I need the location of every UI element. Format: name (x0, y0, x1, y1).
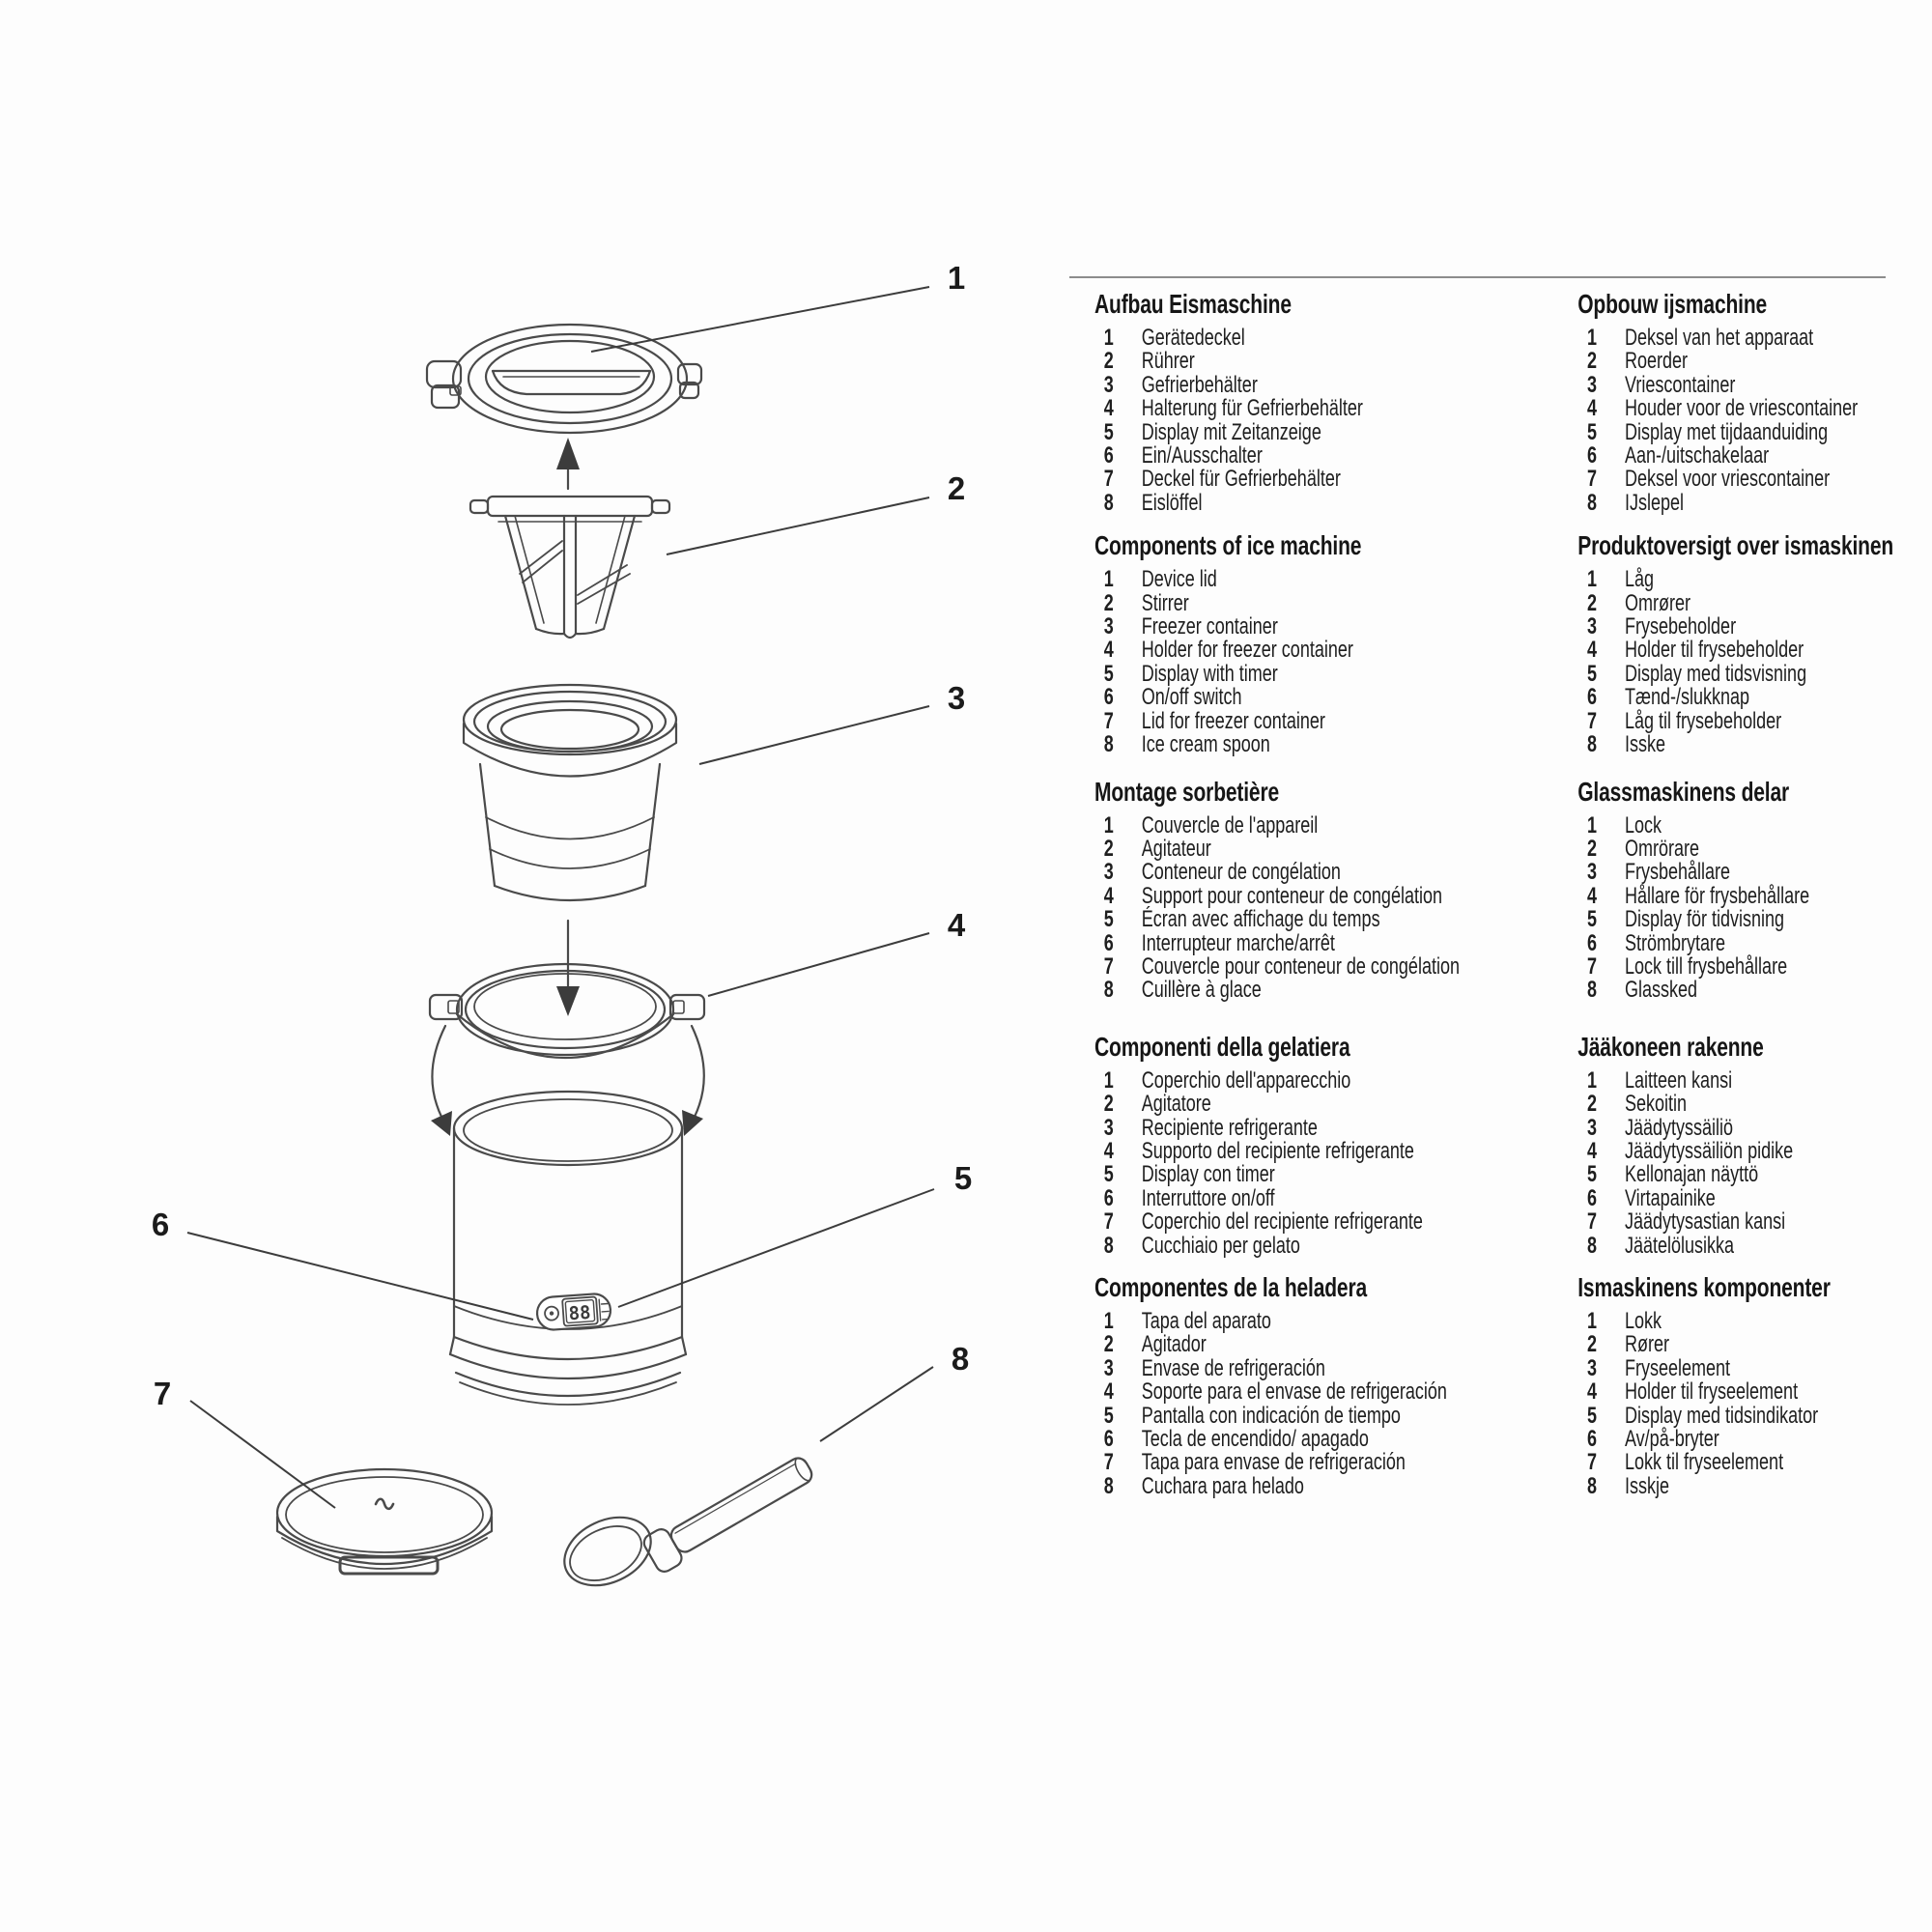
part-label: Coperchio dell'apparecchio (1141, 1066, 1351, 1094)
parts-section-es (1094, 1271, 1577, 1498)
part-label: Display mit Zeitanzeige (1141, 418, 1321, 445)
part-label: Cuillère à glace (1141, 977, 1262, 1004)
part-item (1094, 929, 1577, 956)
timer-display-drawing (536, 1293, 611, 1330)
part-number: 1 (1587, 1308, 1598, 1334)
part-label: Display med tidsindikator (1625, 1402, 1819, 1429)
lid-logo-mark (376, 1499, 393, 1509)
part-label: Jäädytyssäiliön pidike (1625, 1137, 1794, 1164)
part-number: 6 (1587, 1426, 1598, 1453)
part-label: Jäätelölusikka (1625, 1232, 1735, 1259)
part-number: 2 (1103, 589, 1114, 616)
part-item (1094, 1428, 1577, 1451)
part-item (1577, 489, 1913, 516)
part-item (1577, 350, 1913, 373)
part-number: 5 (1103, 1402, 1114, 1429)
part-label: Stirrer (1141, 589, 1189, 616)
part-item (1577, 444, 1913, 468)
part-label: Jäädytyssäiliö (1625, 1114, 1734, 1141)
parts-lists (1094, 288, 1914, 1498)
header-rule (1069, 276, 1886, 278)
part-item (1577, 861, 1913, 884)
part-label: Agitatore (1141, 1091, 1211, 1118)
part-label: Glassked (1625, 977, 1698, 1004)
part-label: Agitador (1141, 1331, 1207, 1358)
part-number: 3 (1587, 1114, 1598, 1141)
part-number: 6 (1103, 442, 1114, 469)
part-item (1094, 882, 1577, 909)
part-label: Låg til frysebeholder (1625, 707, 1782, 734)
part-number: 7 (1587, 466, 1598, 493)
part-label: Jäädytysastian kansi (1625, 1208, 1786, 1236)
part-item (1094, 861, 1577, 884)
part-label: Freezer container (1141, 613, 1278, 640)
diagram-number-8: 8 (951, 1341, 970, 1377)
part-item (1577, 1210, 1913, 1234)
part-label: Frysbehållare (1625, 859, 1731, 886)
part-item (1094, 979, 1577, 1002)
part-item (1577, 707, 1913, 734)
parts-section-sv (1577, 776, 1913, 1003)
part-label: IJslepel (1625, 489, 1685, 516)
part-item (1094, 1232, 1577, 1259)
part-item (1094, 1472, 1577, 1499)
part-number: 7 (1103, 1208, 1114, 1236)
parts-section-fi (1577, 1031, 1913, 1258)
part-label: Deksel van het apparaat (1625, 325, 1814, 351)
part-number: 7 (1587, 952, 1598, 980)
section-title: Componenti della gelatiera (1094, 1031, 1350, 1062)
part-label: Holder for freezer container (1141, 637, 1353, 664)
part-number: 6 (1587, 1184, 1598, 1211)
part-item (1577, 468, 1913, 491)
part-item (1577, 660, 1913, 687)
part-number: 2 (1587, 1331, 1598, 1358)
part-item (1094, 1163, 1577, 1186)
part-label: Av/på-bryter (1625, 1426, 1719, 1453)
part-number: 2 (1103, 1331, 1114, 1358)
part-item (1577, 1333, 1913, 1356)
part-item (1094, 397, 1577, 420)
part-label: Lokk (1625, 1308, 1662, 1334)
part-label: Interrupteur marche/arrêt (1141, 929, 1335, 956)
machine-body-drawing (450, 1092, 686, 1405)
part-item (1577, 568, 1913, 591)
part-item (1577, 1232, 1913, 1259)
assembly-arrow-down-icon (556, 921, 580, 1016)
part-label: Couvercle pour conteneur de congélation (1141, 952, 1460, 980)
part-label: Recipiente refrigerante (1141, 1114, 1318, 1141)
part-number: 6 (1103, 1184, 1114, 1211)
part-label: Omrörare (1625, 835, 1700, 862)
part-label: Soporte para el envase de refrigeración (1141, 1378, 1447, 1406)
stirrer-drawing (470, 497, 669, 638)
part-number: 8 (1103, 1472, 1114, 1499)
part-number: 5 (1587, 1161, 1598, 1188)
part-label: Fryseelement (1625, 1354, 1731, 1381)
part-item (1577, 1184, 1913, 1211)
diagram-number-3: 3 (947, 680, 966, 716)
part-label: Pantalla con indicación de tiempo (1141, 1402, 1401, 1429)
part-label: Display con timer (1141, 1161, 1275, 1188)
part-item (1094, 1184, 1577, 1211)
part-item (1577, 397, 1913, 420)
part-number: 8 (1103, 977, 1114, 1004)
parts-section-fr (1094, 776, 1577, 1003)
part-item (1577, 639, 1913, 662)
part-label: Houder voor de vriescontainer (1625, 395, 1859, 422)
part-number: 4 (1587, 637, 1598, 664)
part-number: 7 (1103, 952, 1114, 980)
part-label: Lock till frysbehållare (1625, 952, 1788, 980)
part-number: 3 (1587, 613, 1598, 640)
part-item (1094, 444, 1577, 468)
part-number: 4 (1587, 882, 1598, 909)
part-label: Tecla de encendido/ apagado (1141, 1426, 1369, 1453)
part-number: 5 (1587, 660, 1598, 687)
part-number: 4 (1587, 1378, 1598, 1406)
part-label: Lock (1625, 811, 1662, 838)
part-label: Display with timer (1141, 660, 1278, 687)
assembly-arrow-curved-right-icon (682, 1026, 704, 1136)
part-item (1577, 327, 1913, 350)
part-item (1577, 1066, 1913, 1094)
part-number: 6 (1103, 684, 1114, 711)
part-item (1577, 979, 1913, 1002)
device-lid-drawing (427, 325, 701, 433)
part-label: Interruttore on/off (1141, 1184, 1275, 1211)
part-number: 8 (1587, 977, 1598, 1004)
part-label: Cuchara para helado (1141, 1472, 1304, 1499)
part-item (1577, 1137, 1913, 1164)
part-item (1577, 733, 1913, 756)
part-item (1577, 371, 1913, 398)
part-label: Rører (1625, 1331, 1669, 1358)
part-number: 1 (1587, 325, 1598, 351)
section-title: Glassmaskinens delar (1577, 776, 1790, 807)
part-number: 6 (1103, 929, 1114, 956)
part-number: 5 (1103, 418, 1114, 445)
part-number: 7 (1103, 707, 1114, 734)
part-item (1094, 1137, 1577, 1164)
part-label: Strömbrytare (1625, 929, 1726, 956)
part-label: Coperchio del recipiente refrigerante (1141, 1208, 1423, 1236)
part-item (1577, 1380, 1913, 1404)
parts-section-de (1094, 288, 1577, 515)
part-label: Frysebeholder (1625, 613, 1737, 640)
part-item (1577, 1472, 1913, 1499)
part-number: 5 (1103, 1161, 1114, 1188)
part-label: On/off switch (1141, 684, 1242, 711)
part-number: 6 (1587, 929, 1598, 956)
part-item (1577, 615, 1913, 639)
part-number: 8 (1587, 1472, 1598, 1499)
parts-section-da (1577, 529, 1913, 756)
part-item (1577, 589, 1913, 616)
part-label: Roerder (1625, 348, 1689, 375)
part-label: Holder til frysebeholder (1625, 637, 1804, 664)
parts-section-it (1094, 1031, 1577, 1258)
part-number: 3 (1103, 613, 1114, 640)
assembly-arrow-up-icon (556, 438, 580, 489)
part-item (1094, 1451, 1577, 1474)
part-label: Lokk til fryseelement (1625, 1449, 1784, 1476)
section-title: Componentes de la heladera (1094, 1272, 1368, 1302)
part-label: Device lid (1141, 566, 1217, 593)
part-number: 6 (1587, 442, 1598, 469)
part-item (1094, 1380, 1577, 1404)
assembly-arrow-curved-left-icon (431, 1026, 452, 1136)
parts-section-en (1094, 529, 1577, 756)
part-label: Supporto del recipiente refrigerante (1141, 1137, 1414, 1164)
diagram-number-1: 1 (947, 260, 966, 296)
section-title: Montage sorbetière (1094, 776, 1280, 807)
part-item (1577, 1402, 1913, 1429)
part-item (1094, 707, 1577, 734)
part-number: 1 (1587, 811, 1598, 838)
part-item (1094, 733, 1577, 756)
part-number: 4 (1103, 1137, 1114, 1164)
part-number: 7 (1587, 707, 1598, 734)
part-item (1094, 1093, 1577, 1116)
part-label: Aan-/uitschakelaar (1625, 442, 1770, 469)
part-number: 7 (1587, 1449, 1598, 1476)
part-item (1094, 350, 1577, 373)
part-label: Deckel für Gefrierbehälter (1141, 466, 1341, 493)
part-item (1094, 1114, 1577, 1141)
part-number: 6 (1103, 1426, 1114, 1453)
section-title: Ismaskinens komponenter (1577, 1272, 1831, 1302)
part-label: Eislöffel (1141, 489, 1203, 516)
part-number: 5 (1587, 906, 1598, 933)
diagram-number-7: 7 (153, 1376, 172, 1411)
part-item (1094, 489, 1577, 516)
part-number: 8 (1587, 489, 1598, 516)
part-number: 8 (1103, 489, 1114, 516)
part-number: 3 (1587, 859, 1598, 886)
part-label: Display för tidvisning (1625, 906, 1785, 933)
part-number: 2 (1587, 1091, 1598, 1118)
part-label: Envase de refrigeración (1141, 1354, 1325, 1381)
part-number: 3 (1587, 1354, 1598, 1381)
part-label: Display met tijdaanduiding (1625, 418, 1829, 445)
parts-section-nl (1577, 288, 1913, 515)
part-label: Lid for freezer container (1141, 707, 1325, 734)
part-label: Holder til fryseelement (1625, 1378, 1799, 1406)
section-title: Jääkoneen rakenne (1577, 1031, 1764, 1062)
part-label: Support pour conteneur de congélation (1141, 882, 1442, 909)
part-number: 3 (1103, 371, 1114, 398)
diagram-number-5: 5 (953, 1160, 973, 1196)
part-number: 6 (1587, 684, 1598, 711)
part-item (1577, 882, 1913, 909)
part-item (1094, 327, 1577, 350)
part-number: 1 (1103, 1308, 1114, 1334)
part-label: Tapa del aparato (1141, 1308, 1271, 1334)
part-item (1094, 686, 1577, 709)
part-item (1094, 1210, 1577, 1234)
part-item (1094, 952, 1577, 980)
part-item (1094, 418, 1577, 445)
part-item (1577, 1093, 1913, 1116)
diagram-number-4: 4 (947, 907, 966, 943)
part-number: 5 (1103, 906, 1114, 933)
part-number: 4 (1103, 882, 1114, 909)
part-number: 2 (1587, 348, 1598, 375)
part-label: Conteneur de congélation (1141, 859, 1341, 886)
part-item (1577, 1354, 1913, 1381)
part-number: 8 (1587, 1232, 1598, 1259)
part-number: 1 (1587, 1066, 1598, 1094)
part-item (1577, 929, 1913, 956)
part-number: 3 (1103, 859, 1114, 886)
part-number: 8 (1103, 1232, 1114, 1259)
part-label: Laitteen kansi (1625, 1066, 1733, 1094)
part-item (1094, 1066, 1577, 1094)
part-label: Deksel voor vriescontainer (1625, 466, 1831, 493)
part-label: Rührer (1141, 348, 1195, 375)
part-item (1577, 1451, 1913, 1474)
section-title: Components of ice machine (1094, 530, 1362, 561)
display-digits: 88 (567, 1301, 592, 1325)
part-number: 2 (1103, 348, 1114, 375)
part-label: Isskje (1625, 1472, 1670, 1499)
part-label: Låg (1625, 566, 1655, 593)
part-number: 3 (1587, 371, 1598, 398)
part-number: 8 (1587, 731, 1598, 758)
part-item (1094, 811, 1577, 838)
part-item (1094, 639, 1577, 662)
part-item (1577, 1114, 1913, 1141)
part-number: 1 (1103, 566, 1114, 593)
freezer-container-drawing (464, 685, 676, 900)
part-label: Kellonajan näyttö (1625, 1161, 1759, 1188)
part-item (1094, 908, 1577, 931)
part-item (1577, 835, 1913, 862)
part-number: 4 (1103, 637, 1114, 664)
parts-section-no (1577, 1271, 1913, 1498)
part-label: Halterung für Gefrierbehälter (1141, 395, 1363, 422)
part-item (1094, 371, 1577, 398)
part-label: Écran avec affichage du temps (1141, 906, 1380, 933)
part-label: Sekoitin (1625, 1091, 1688, 1118)
part-item (1094, 1310, 1577, 1333)
diagram-number-2: 2 (947, 470, 966, 506)
part-item (1094, 1402, 1577, 1429)
part-item (1094, 835, 1577, 862)
part-number: 8 (1103, 731, 1114, 758)
part-number: 5 (1587, 418, 1598, 445)
part-label: Gerätedeckel (1141, 325, 1245, 351)
part-label: Vriescontainer (1625, 371, 1736, 398)
part-item (1094, 468, 1577, 491)
part-number: 5 (1103, 660, 1114, 687)
part-item (1577, 686, 1913, 709)
part-number: 2 (1103, 835, 1114, 862)
part-number: 1 (1103, 325, 1114, 351)
part-item (1577, 952, 1913, 980)
part-item (1094, 589, 1577, 616)
part-number: 4 (1587, 395, 1598, 422)
part-label: Ice cream spoon (1141, 731, 1270, 758)
part-item (1577, 1310, 1913, 1333)
part-label: Tapa para envase de refrigeración (1141, 1449, 1406, 1476)
part-label: Isske (1625, 731, 1666, 758)
container-lid-drawing (277, 1469, 492, 1574)
part-item (1094, 660, 1577, 687)
part-item (1094, 568, 1577, 591)
part-label: Virtapainike (1625, 1184, 1716, 1211)
section-title: Aufbau Eismaschine (1094, 289, 1292, 319)
part-label: Tænd-/slukknap (1625, 684, 1750, 711)
part-item (1577, 1163, 1913, 1186)
part-number: 7 (1103, 1449, 1114, 1476)
part-number: 1 (1103, 811, 1114, 838)
part-label: Couvercle de l'appareil (1141, 811, 1319, 838)
part-item (1094, 615, 1577, 639)
part-item (1094, 1333, 1577, 1356)
part-number: 1 (1587, 566, 1598, 593)
part-item (1577, 811, 1913, 838)
part-label: Agitateur (1141, 835, 1211, 862)
part-number: 4 (1587, 1137, 1598, 1164)
part-number: 7 (1103, 466, 1114, 493)
part-label: Display med tidsvisning (1625, 660, 1807, 687)
section-title: Opbouw ijsmachine (1577, 289, 1768, 319)
part-number: 3 (1103, 1114, 1114, 1141)
part-number: 7 (1587, 1208, 1598, 1236)
part-number: 2 (1587, 589, 1598, 616)
part-number: 2 (1103, 1091, 1114, 1118)
part-number: 4 (1103, 1378, 1114, 1406)
part-number: 2 (1587, 835, 1598, 862)
part-number: 1 (1103, 1066, 1114, 1094)
part-number: 4 (1103, 395, 1114, 422)
part-label: Omrører (1625, 589, 1690, 616)
part-label: Gefrierbehälter (1141, 371, 1258, 398)
part-label: Hållare för frysbehållare (1625, 882, 1810, 909)
part-item (1577, 908, 1913, 931)
diagram-number-6: 6 (151, 1207, 170, 1242)
part-number: 5 (1587, 1402, 1598, 1429)
part-number: 3 (1103, 1354, 1114, 1381)
part-item (1577, 1428, 1913, 1451)
section-title: Produktoversigt over ismaskinen (1577, 530, 1894, 561)
ice-cream-scoop-drawing (554, 1449, 818, 1599)
part-item (1094, 1354, 1577, 1381)
part-item (1577, 418, 1913, 445)
part-label: Ein/Ausschalter (1141, 442, 1263, 469)
part-label: Cucchiaio per gelato (1141, 1232, 1300, 1259)
